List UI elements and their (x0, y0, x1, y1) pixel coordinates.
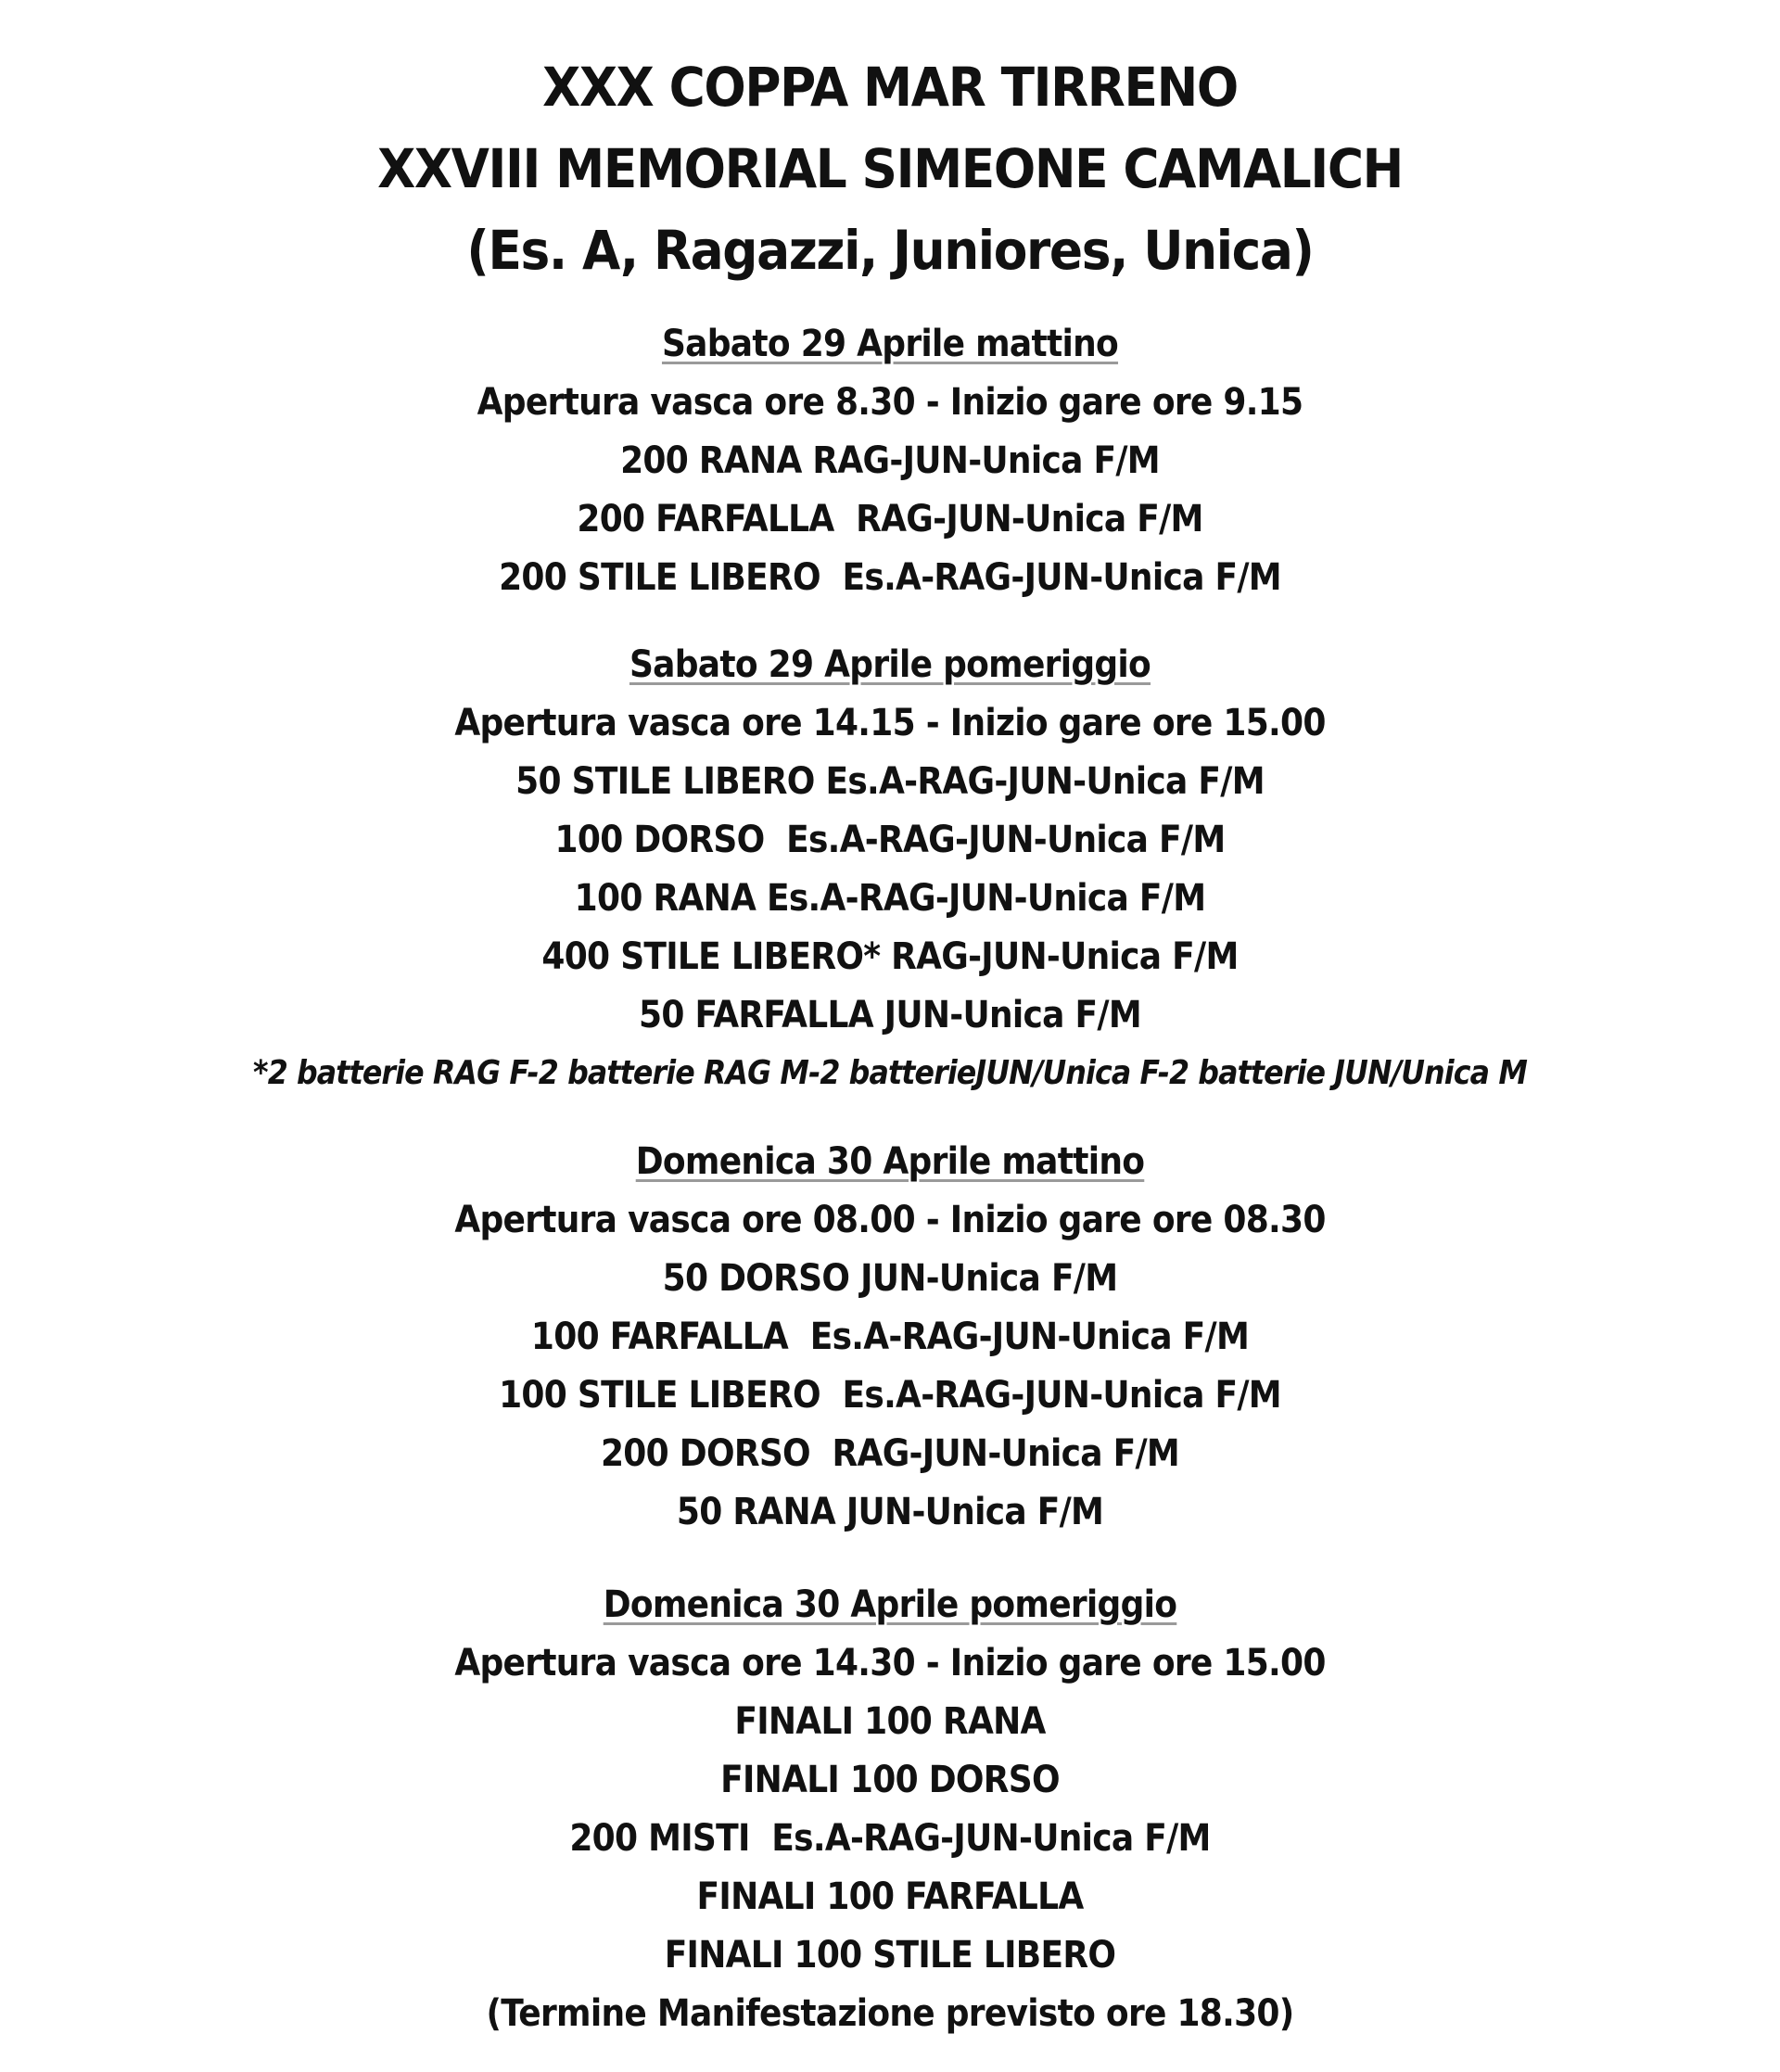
session-heading: Sabato 29 Aprile pomeriggio (629, 643, 1151, 686)
event-item: FINALI 100 STILE LIBERO (664, 1934, 1116, 1977)
event-item: 100 FARFALLA Es.A-RAG-JUN-Unica F/M (530, 1316, 1250, 1358)
event-item: 100 RANA Es.A-RAG-JUN-Unica F/M (574, 877, 1206, 920)
event-item: 50 STILE LIBERO Es.A-RAG-JUN-Unica F/M (515, 760, 1265, 803)
session-saturday-morning (0, 315, 1780, 607)
event-item: 200 RANA RAG-JUN-Unica F/M (620, 439, 1160, 482)
closing-time-note: (Termine Manifestazione previsto ore 18.30) (486, 1992, 1294, 2035)
session-heading: Domenica 30 Aprile pomeriggio (603, 1583, 1177, 1626)
event-item: 50 FARFALLA JUN-Unica F/M (639, 994, 1141, 1036)
event-item: 50 RANA JUN-Unica F/M (676, 1491, 1104, 1533)
session-saturday-afternoon (0, 636, 1780, 1102)
event-item: FINALI 100 DORSO (720, 1759, 1060, 1801)
event-item: 100 STILE LIBERO Es.A-RAG-JUN-Unica F/M (499, 1374, 1281, 1417)
event-item: 400 STILE LIBERO* RAG-JUN-Unica F/M (541, 935, 1239, 978)
session-times: Apertura vasca ore 14.15 - Inizio gare ore 15.00 (454, 702, 1326, 744)
event-item: 50 DORSO JUN-Unica F/M (662, 1257, 1118, 1300)
document-title (0, 46, 1780, 291)
event-item: FINALI 100 RANA (734, 1700, 1046, 1743)
session-heading: Sabato 29 Aprile mattino (661, 323, 1119, 365)
event-item: 200 DORSO RAG-JUN-Unica F/M (600, 1432, 1180, 1475)
event-item: 200 FARFALLA RAG-JUN-Unica F/M (577, 498, 1203, 540)
event-item: FINALI 100 FARFALLA (696, 1875, 1084, 1918)
event-item: 200 MISTI Es.A-RAG-JUN-Unica F/M (569, 1817, 1211, 1860)
title-line-categories: (Es. A, Ragazzi, Juniores, Unica) (466, 219, 1314, 282)
session-heading: Domenica 30 Aprile mattino (635, 1140, 1145, 1183)
session-times: Apertura vasca ore 14.30 - Inizio gare ore 15.00 (454, 1642, 1326, 1684)
event-item: 200 STILE LIBERO Es.A-RAG-JUN-Unica F/M (499, 556, 1281, 599)
session-sunday-afternoon (0, 1576, 1780, 2043)
session-times: Apertura vasca ore 8.30 - Inizio gare ore 9.15 (477, 381, 1303, 424)
heats-footnote: *2 batterie RAG F-2 batterie RAG M-2 batterieJUN/Unica F-2 batterie JUN/Unica M (253, 1054, 1527, 1092)
event-item: 100 DORSO Es.A-RAG-JUN-Unica F/M (554, 819, 1226, 861)
title-line-memorial: XXVIII MEMORIAL SIMEONE CAMALICH (377, 137, 1403, 200)
session-sunday-morning (0, 1133, 1780, 1542)
title-line-competition: XXX COPPA MAR TIRRENO (542, 56, 1238, 119)
session-times: Apertura vasca ore 08.00 - Inizio gare ore 08.30 (454, 1199, 1326, 1241)
